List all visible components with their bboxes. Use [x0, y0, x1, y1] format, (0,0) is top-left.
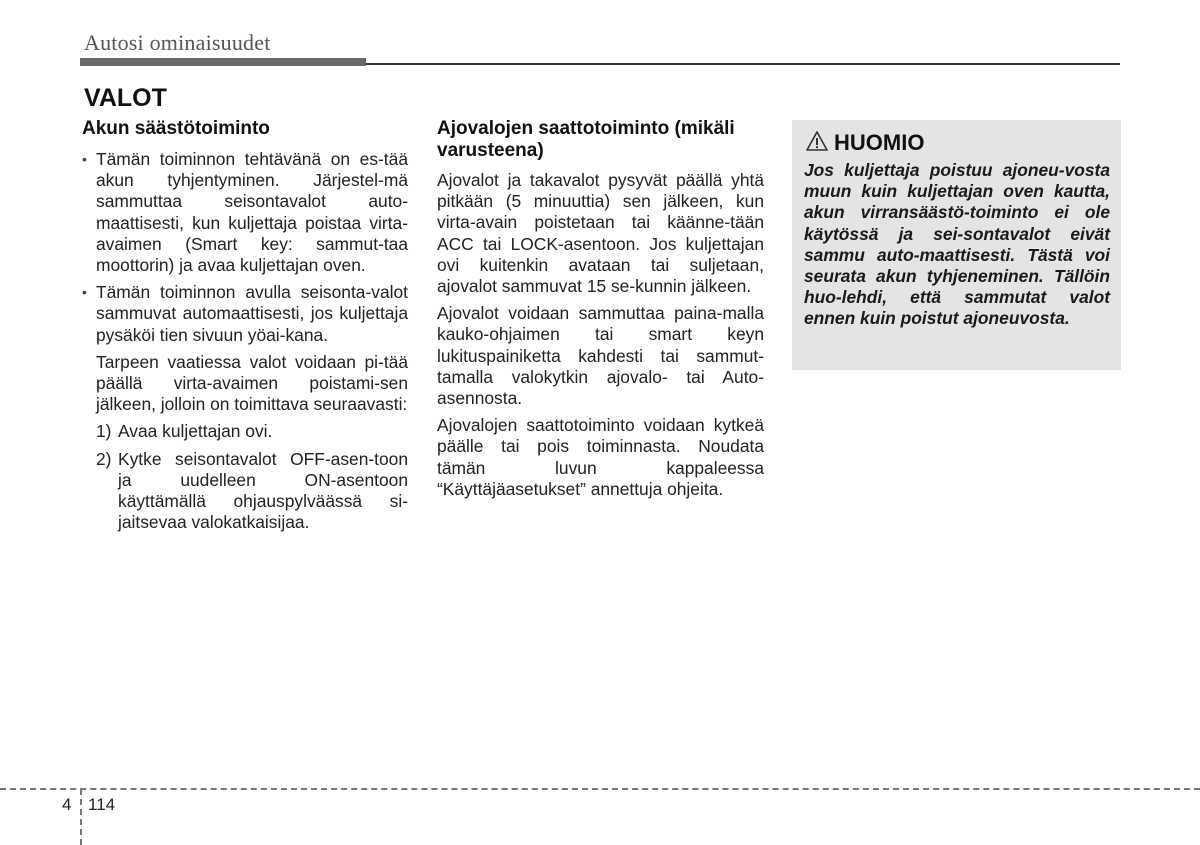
subheading-escort-lights: Ajovalojen saattotoiminto (mikäli varusteena) — [437, 118, 735, 161]
column-left — [82, 118, 408, 539]
page-title: VALOT — [84, 84, 167, 112]
warning-title-row — [806, 130, 924, 156]
column-middle — [437, 118, 764, 506]
step-number: 1) — [96, 421, 112, 442]
warning-text: Jos kuljettaja poistuu ajoneu-vosta muun kuin kuljettajan oven kautta, akun virransäästö-toiminto ei ole käytössä ja sei-sontavalot eivät sammu auto-maattisesti. Tästä voi seurata akun tyhjeneminen. Tällöin huo-lehdi, että sammutat valot ennen kuin poistut ajoneuvosta. — [804, 160, 1110, 329]
header-rule-thin — [366, 63, 1120, 65]
chapter-number: 4 — [62, 795, 72, 814]
bullet-list — [82, 149, 408, 346]
header-rule-thick — [80, 58, 366, 66]
step-item — [96, 449, 408, 534]
warning-title: HUOMIO — [834, 130, 925, 155]
section-header: Autosi ominaisuudet — [84, 30, 271, 55]
steps-list — [82, 421, 408, 533]
footer-divider — [0, 788, 1200, 790]
page-number: 114 — [88, 795, 116, 814]
warning-box — [792, 120, 1121, 370]
paragraph: Ajovalojen saattotoiminto voidaan kytkeä päälle tai pois toiminnasta. Noudata tämän luvun kappaleessa “Käyttäjäasetukset” annettuja ohjeita. — [437, 415, 764, 499]
paragraph: Ajovalot voidaan sammuttaa paina-malla kauko-ohjaimen tai smart keyn lukituspainiketta kahdesti tai sammut-tamalla valokytkin ajovalo- tai Auto-asennosta. — [437, 303, 764, 409]
step-text: Kytke seisontavalot OFF-asen-toon ja uudelleen ON-asentoon käyttämällä ohjauspylväässä si-jaitsevaa valokatkaisijaa. — [118, 448, 408, 533]
warning-triangle-icon — [806, 131, 828, 156]
bullet-item: • Tämän toiminnon avulla seisonta-valot sammuvat automaattisesti, jos kuljettaja pysäköi tien sivuun yöai-kana. — [82, 282, 408, 346]
step-number: 2) — [96, 448, 112, 469]
subheading-battery-saver: Akun säästötoiminto — [82, 118, 270, 139]
step-text: Avaa kuljettajan ovi. — [118, 421, 273, 442]
step-item — [96, 421, 408, 442]
paragraph: Ajovalot ja takavalot pysyvät päällä yhtä pitkään (5 minuuttia) sen jälkeen, kun virta-avain poistetaan tai käänne-tään ACC tai LOCK-asentoon. Jos kuljettajan ovi kuitenkin avataan tai suljetaan, ajovalot sammuvat 15 se-kunnin jälkeen. — [437, 170, 764, 297]
bullet-item: • Tämän toiminnon tehtävänä on es-tää akun tyhjentyminen. Järjestel-mä sammuttaa seisontavalot auto-maattisesti, kun kuljettaja poistaa virta-avaimen (Smart key: sammut-taa moottorin) ja avaa kuljettajan oven. — [82, 149, 408, 276]
footer-vertical-divider — [80, 789, 82, 845]
paragraph: Tarpeen vaatiessa valot voidaan pi-tää päällä virta-avaimen poistami-sen jälkeen, jolloin on toimittava seuraavasti: — [96, 351, 408, 415]
